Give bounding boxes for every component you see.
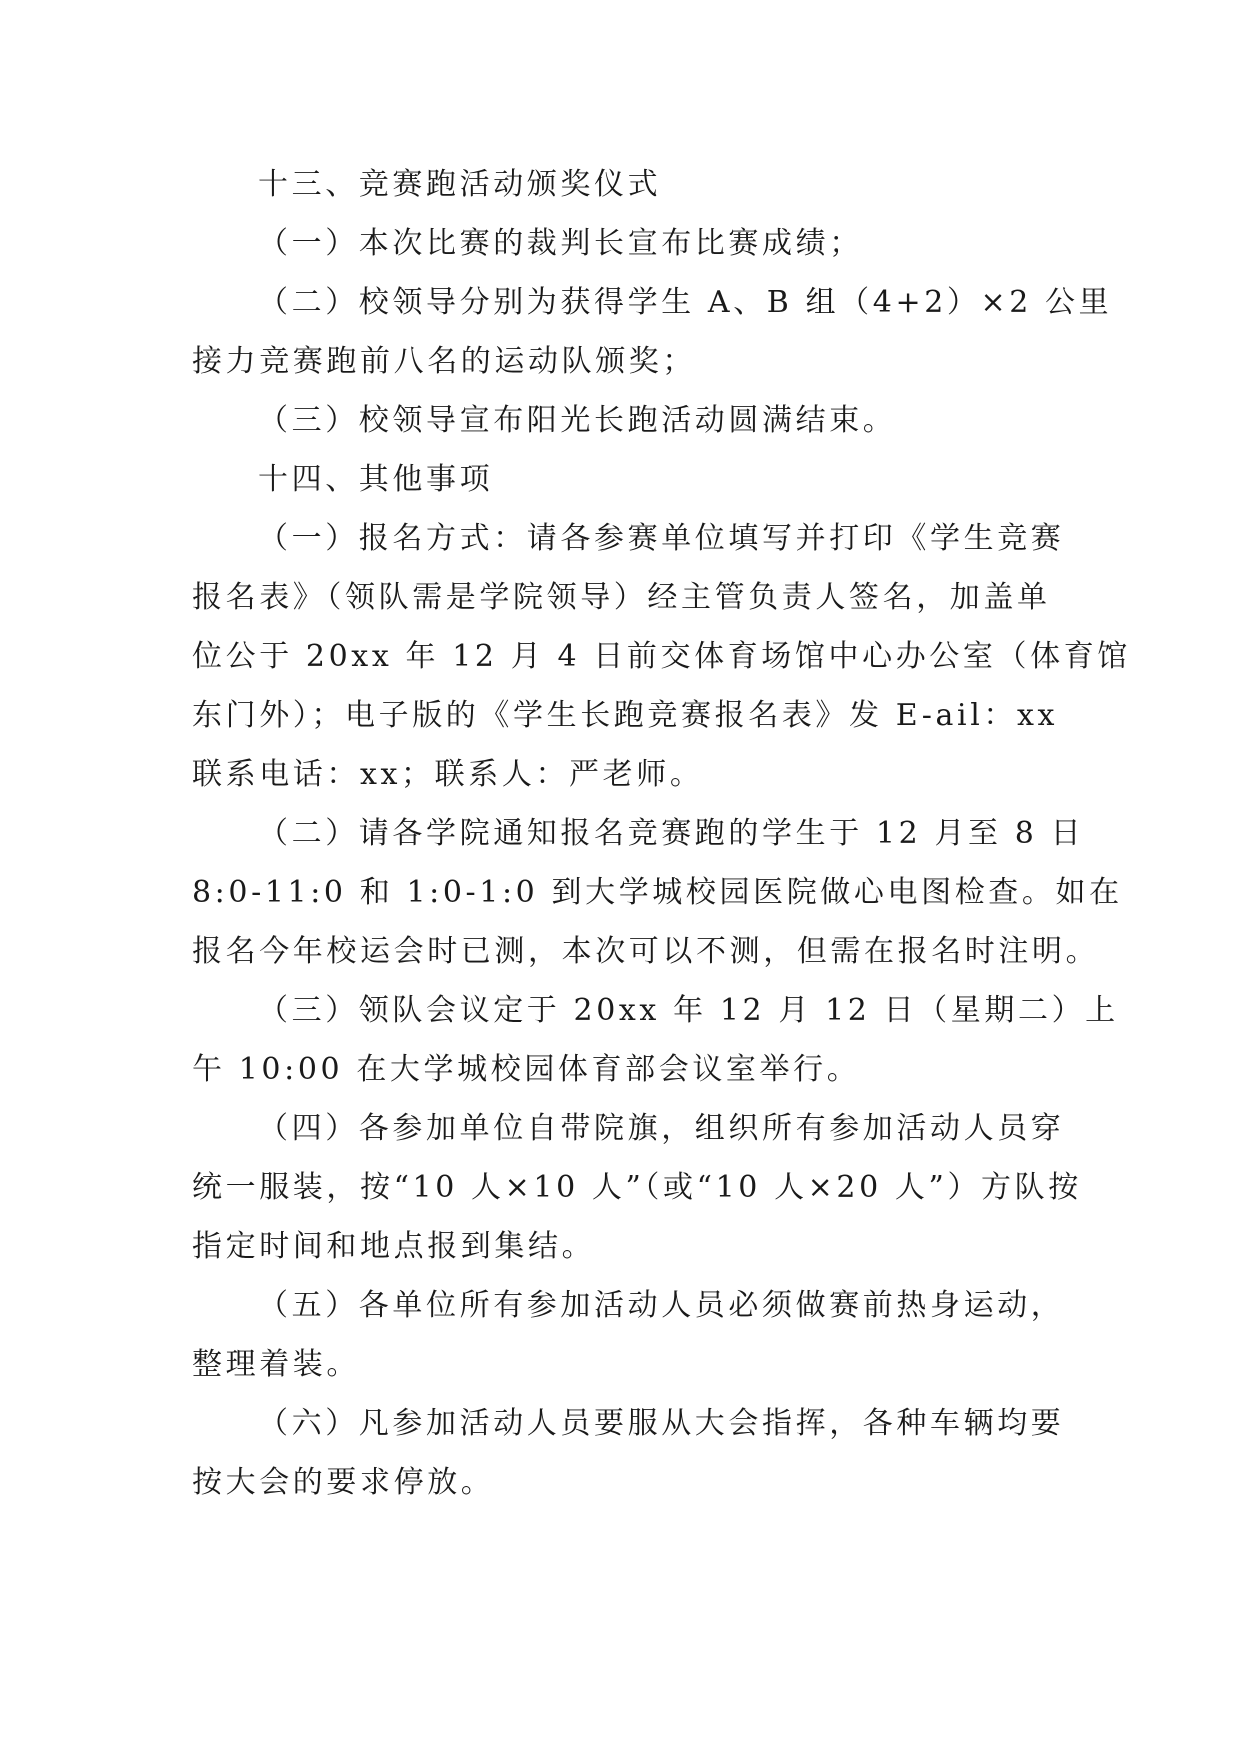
text-line: （二）校领导分别为获得学生 A、B 组（4+2）×2 公里 [258,285,1113,320]
text-line: 整理着装。 [192,1347,360,1382]
text-line: （四）各参加单位自带院旗，组织所有参加活动人员穿 [258,1111,1065,1146]
text-line: （一）本次比赛的裁判长宣布比赛成绩； [258,226,863,261]
text-line: （三）校领导宣布阳光长跑活动圆满结束。 [258,403,897,438]
section-heading-13: 十三、竞赛跑活动颁奖仪式 [258,167,662,202]
text-line: 联系电话：xx；联系人：严老师。 [192,757,704,792]
text-line: （二）请各学院通知报名竞赛跑的学生于 12 月至 8 日 [258,816,1085,851]
text-line: 按大会的要求停放。 [192,1465,495,1500]
text-line: 午 10:00 在大学城校园体育部会议室举行。 [192,1052,861,1087]
text-line: （三）领队会议定于 20xx 年 12 月 12 日（星期二）上 [258,993,1119,1028]
text-line: （五）各单位所有参加活动人员必须做赛前热身运动， [258,1288,1065,1323]
document-body [192,155,1131,1512]
text-line: （六）凡参加活动人员要服从大会指挥，各种车辆均要 [258,1406,1065,1441]
text-line: （一）报名方式：请各参赛单位填写并打印《学生竞赛 [258,521,1065,556]
text-line: 接力竞赛跑前八名的运动队颁奖； [192,344,696,379]
text-line: 东门外）；电子版的《学生长跑竞赛报名表》发 E-ail：xx [192,698,1059,733]
text-line: 报名今年校运会时已测，本次可以不测，但需在报名时注明。 [192,934,1100,969]
text-line: 位公于 20xx 年 12 月 4 日前交体育场馆中心办公室（体育馆 [192,639,1131,674]
text-line: 8:0-11:0 和 1:0-1:0 到大学城校园医院做心电图检查。如在 [192,875,1123,910]
text-line: 报名表》（领队需是学院领导）经主管负责人签名，加盖单 [192,580,1051,615]
text-line: 指定时间和地点报到集结。 [192,1229,596,1264]
section-heading-14: 十四、其他事项 [258,462,494,497]
text-line: 统一服装，按“10 人×10 人”（或“10 人×20 人”）方队按 [192,1170,1082,1205]
